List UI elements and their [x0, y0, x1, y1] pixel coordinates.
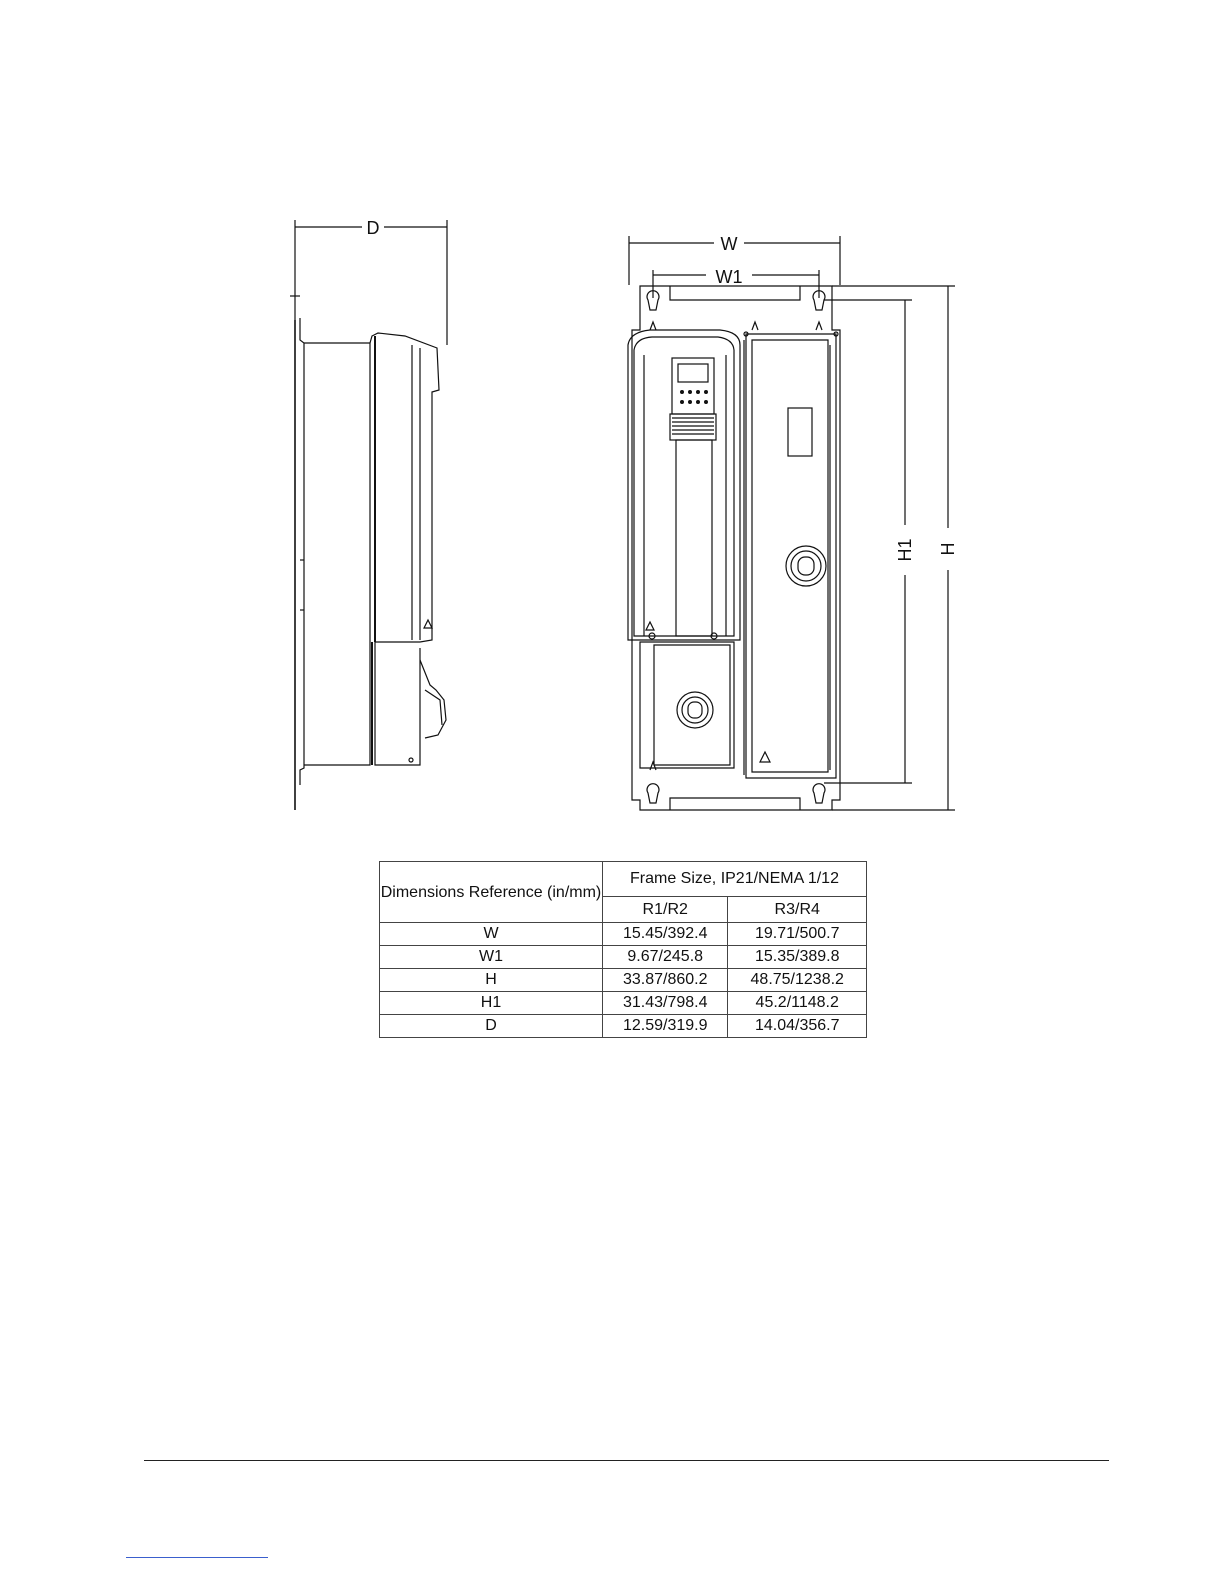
row-r1r2: 12.59/319.9 [603, 1015, 728, 1038]
front-view-drawing [628, 236, 955, 810]
row-ref: W1 [380, 946, 603, 969]
dimensions-table [379, 861, 867, 1038]
row-ref: W [380, 923, 603, 946]
column-header-r1r2: R1/R2 [603, 897, 728, 923]
header-dimensions-reference: Dimensions Reference (in/mm) [380, 862, 603, 923]
column-header-r3r4: R3/R4 [728, 897, 867, 923]
side-view-drawing [290, 220, 447, 810]
footer-divider [144, 1460, 1109, 1461]
dim-label-d: D [366, 218, 380, 238]
dim-label-w1: W1 [715, 267, 743, 287]
row-r3r4: 15.35/389.8 [728, 946, 867, 969]
row-r3r4: 14.04/356.7 [728, 1015, 867, 1038]
table-row [380, 969, 867, 992]
row-r1r2: 33.87/860.2 [603, 969, 728, 992]
table-row [380, 923, 867, 946]
row-r3r4: 48.75/1238.2 [728, 969, 867, 992]
table-row [380, 946, 867, 969]
row-ref: H [380, 969, 603, 992]
row-r3r4: 19.71/500.7 [728, 923, 867, 946]
row-r1r2: 31.43/798.4 [603, 992, 728, 1015]
row-ref: D [380, 1015, 603, 1038]
dim-label-h1: H1 [895, 538, 915, 562]
row-r3r4: 45.2/1148.2 [728, 992, 867, 1015]
table-row [380, 992, 867, 1015]
row-r1r2: 9.67/245.8 [603, 946, 728, 969]
table-header-row [380, 862, 867, 897]
row-r1r2: 15.45/392.4 [603, 923, 728, 946]
row-ref: H1 [380, 992, 603, 1015]
table-row [380, 1015, 867, 1038]
footer-link-underline [126, 1557, 268, 1558]
header-frame-size: Frame Size, IP21/NEMA 1/12 [603, 862, 867, 897]
dim-label-h: H [938, 542, 958, 556]
dim-label-w: W [720, 234, 738, 254]
